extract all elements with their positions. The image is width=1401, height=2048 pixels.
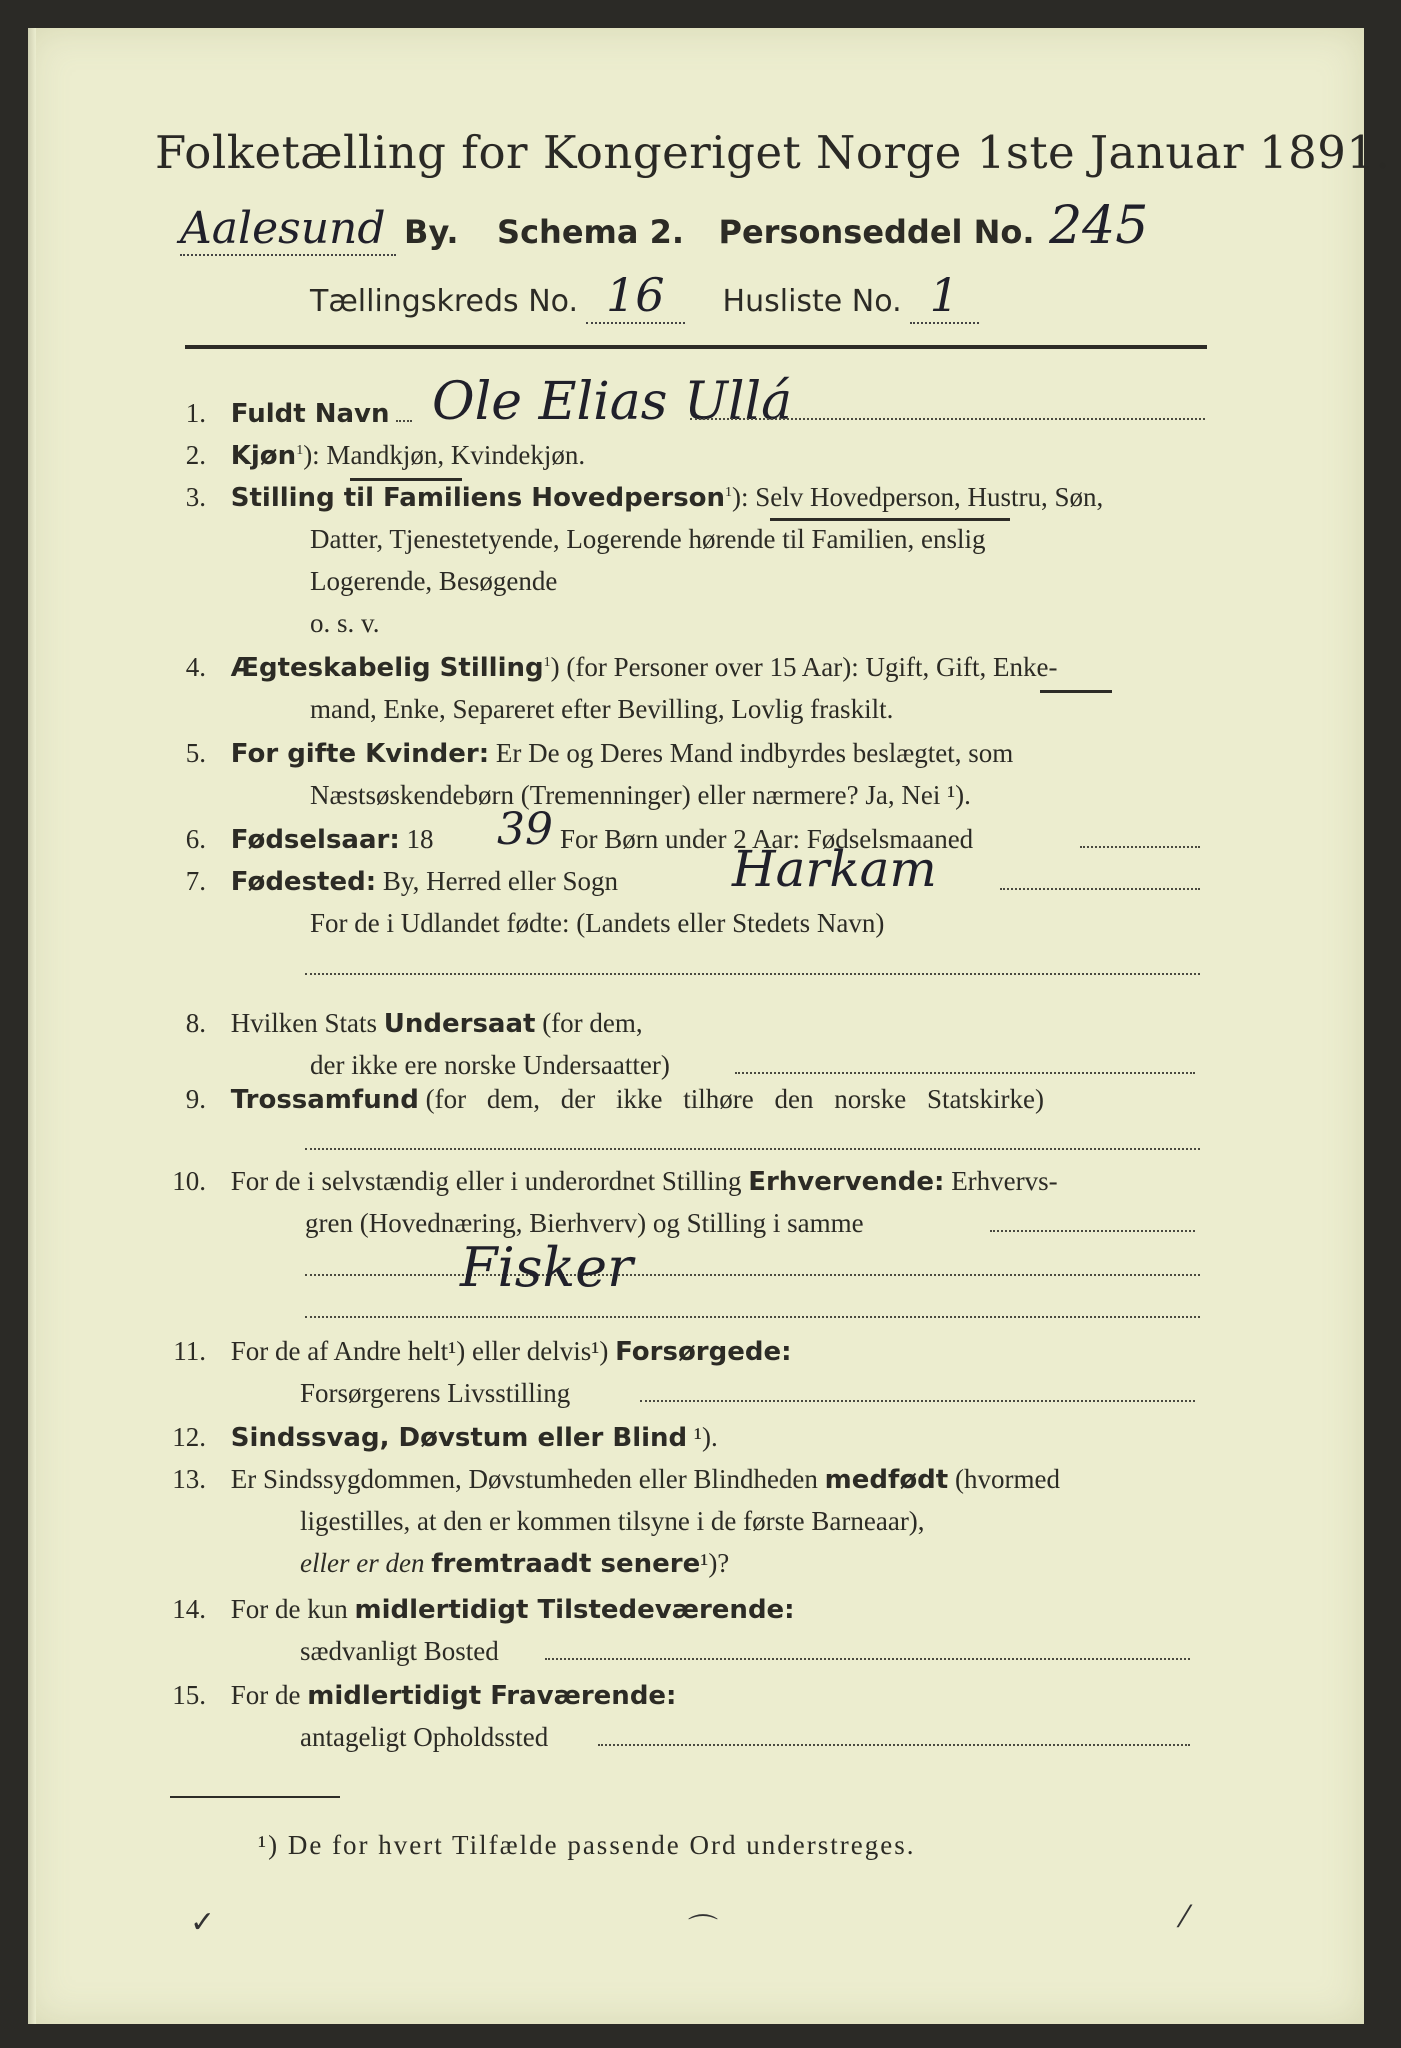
- item-3-line3: Logerende, Besøgende: [310, 566, 558, 596]
- header-rule: [185, 345, 1207, 349]
- item-7: 7. Fødested: By, Herred eller Sogn: [185, 866, 619, 897]
- full-name-value: Ole Elias Ullá: [432, 372, 793, 432]
- schema-label: Schema 2.: [497, 213, 685, 251]
- underline-mandkjon: [350, 478, 462, 481]
- birthplace-value: Harkam: [732, 840, 937, 898]
- item-8: 8. Hvilken Stats Undersaat (for dem,: [185, 1008, 643, 1039]
- item-12: 12. Sindssvag, Døvstum eller Blind ¹).: [172, 1422, 718, 1453]
- item-6-label: Fødselsaar:: [230, 825, 400, 855]
- item-13-line2: ligestilles, at den er kommen tilsyne i de første Barneaar),: [300, 1506, 925, 1536]
- kreds-line: [310, 268, 979, 322]
- underline-gift: [1040, 690, 1112, 693]
- item-2-label: Kjøn: [230, 441, 297, 471]
- item-5-label: For gifte Kvinder:: [230, 739, 490, 769]
- item-6-text-b: For Børn under 2 Aar: Fødselsmaaned: [560, 824, 974, 854]
- taellingskreds-value: 16: [586, 268, 685, 324]
- item-15: 15. For de midlertidigt Fraværende:: [172, 1680, 677, 1711]
- footnote-rule: [170, 1796, 340, 1798]
- margin-mark-left: ✓: [190, 1905, 216, 1940]
- item-14-line2: sædvanligt Bosted: [300, 1636, 499, 1666]
- item-11: 11. For de af Andre helt¹) eller delvis¹) Forsørgede:: [173, 1336, 792, 1367]
- taellingskreds-label: Tællingskreds No.: [310, 284, 578, 319]
- item-5: 5. For gifte Kvinder: Er De og Deres Mand indbyrdes beslægtet, som: [185, 738, 1014, 769]
- item-9-label: Trossamfund: [230, 1085, 419, 1115]
- item-4-line2: mand, Enke, Separeret efter Bevilling, Lovlig fraskilt.: [310, 694, 894, 724]
- margin-mark-center: ⌒: [688, 1913, 718, 1948]
- item-4: 4. Ægteskabelig Stilling$^1$) (for Personer over 15 Aar): Ugift, Gift, Enke-: [185, 652, 1058, 683]
- item-5-line2: Næstsøskendebørn (Tremenninger) eller nærmere? Ja, Nei ¹).: [310, 780, 971, 810]
- by-label: By.: [404, 213, 459, 251]
- item-3-line4: o. s. v.: [310, 608, 380, 638]
- personseddel-label: Personseddel No.: [718, 213, 1035, 251]
- city-value: Aalesund: [180, 203, 396, 256]
- occupation-value: Fisker: [460, 1236, 633, 1299]
- item-9: 9. Trossamfund (for dem, der ikke tilhøre den norske Statskirke): [185, 1084, 1044, 1115]
- husliste-label: Husliste No.: [722, 284, 902, 319]
- item-8-label: Hvilken Stats: [230, 1008, 377, 1038]
- birth-year-value: 39: [497, 804, 553, 855]
- item-14: 14. For de kun midlertidigt Tilstedeværende:: [172, 1594, 795, 1625]
- item-10-line2: gren (Hovednæring, Bierhverv) og Stilling i samme: [305, 1208, 864, 1238]
- item-2-text: ): Mandkjøn, Kvindekjøn.: [303, 440, 586, 470]
- form-title: Folketælling for Kongeriget Norge 1ste Januar 1891.: [155, 126, 1391, 179]
- item-11-line2: Forsørgerens Livsstilling: [300, 1378, 571, 1408]
- margin-mark-right: ⁄: [1182, 1900, 1188, 1935]
- personseddel-value: 245: [1049, 196, 1149, 256]
- item-7-label: Fødested:: [230, 867, 377, 897]
- item-15-line2: antageligt Opholdssted: [300, 1722, 549, 1752]
- item-1-label: Fuldt Navn: [230, 399, 390, 429]
- item-7-line2: For de i Udlandet fødte: (Landets eller Stedets Navn): [310, 908, 885, 938]
- item-13: 13. Er Sindssygdommen, Døvstumheden eller Blindheden medfødt (hvormed: [172, 1464, 1060, 1495]
- item-3-label: Stilling til Familiens Hovedperson: [230, 483, 726, 513]
- footnote: ¹) De for hvert Tilfælde passende Ord understreges.: [258, 1830, 916, 1860]
- item-10: 10. For de i selvstændig eller i underordnet Stilling Erhvervende: Erhvervs-: [172, 1166, 1058, 1197]
- item-4-label: Ægteskabelig Stilling: [230, 653, 544, 683]
- item-8-line2: der ikke ere norske Undersaatter): [310, 1050, 670, 1080]
- item-3: 3. Stilling til Familiens Hovedperson$^1$): Selv Hovedperson, Hustru, Søn,: [185, 482, 1104, 513]
- item-2: 2. Kjøn$^1$): Mandkjøn, Kvindekjøn.: [185, 440, 586, 471]
- item-3-line2: Datter, Tjenestetyende, Logerende hørende til Familien, enslig: [310, 524, 986, 554]
- item-13-line3: eller er den fremtraadt senere¹)?: [300, 1548, 730, 1579]
- item-1: 1. Fuldt Navn: [160, 398, 412, 429]
- item-12-label: Sindssvag, Døvstum eller Blind: [230, 1423, 688, 1453]
- city-line: [180, 196, 1148, 256]
- husliste-value: 1: [910, 268, 979, 324]
- underline-selv-hovedperson: [770, 518, 1010, 521]
- item-6: 6. Fødselsaar: 18: [185, 824, 434, 855]
